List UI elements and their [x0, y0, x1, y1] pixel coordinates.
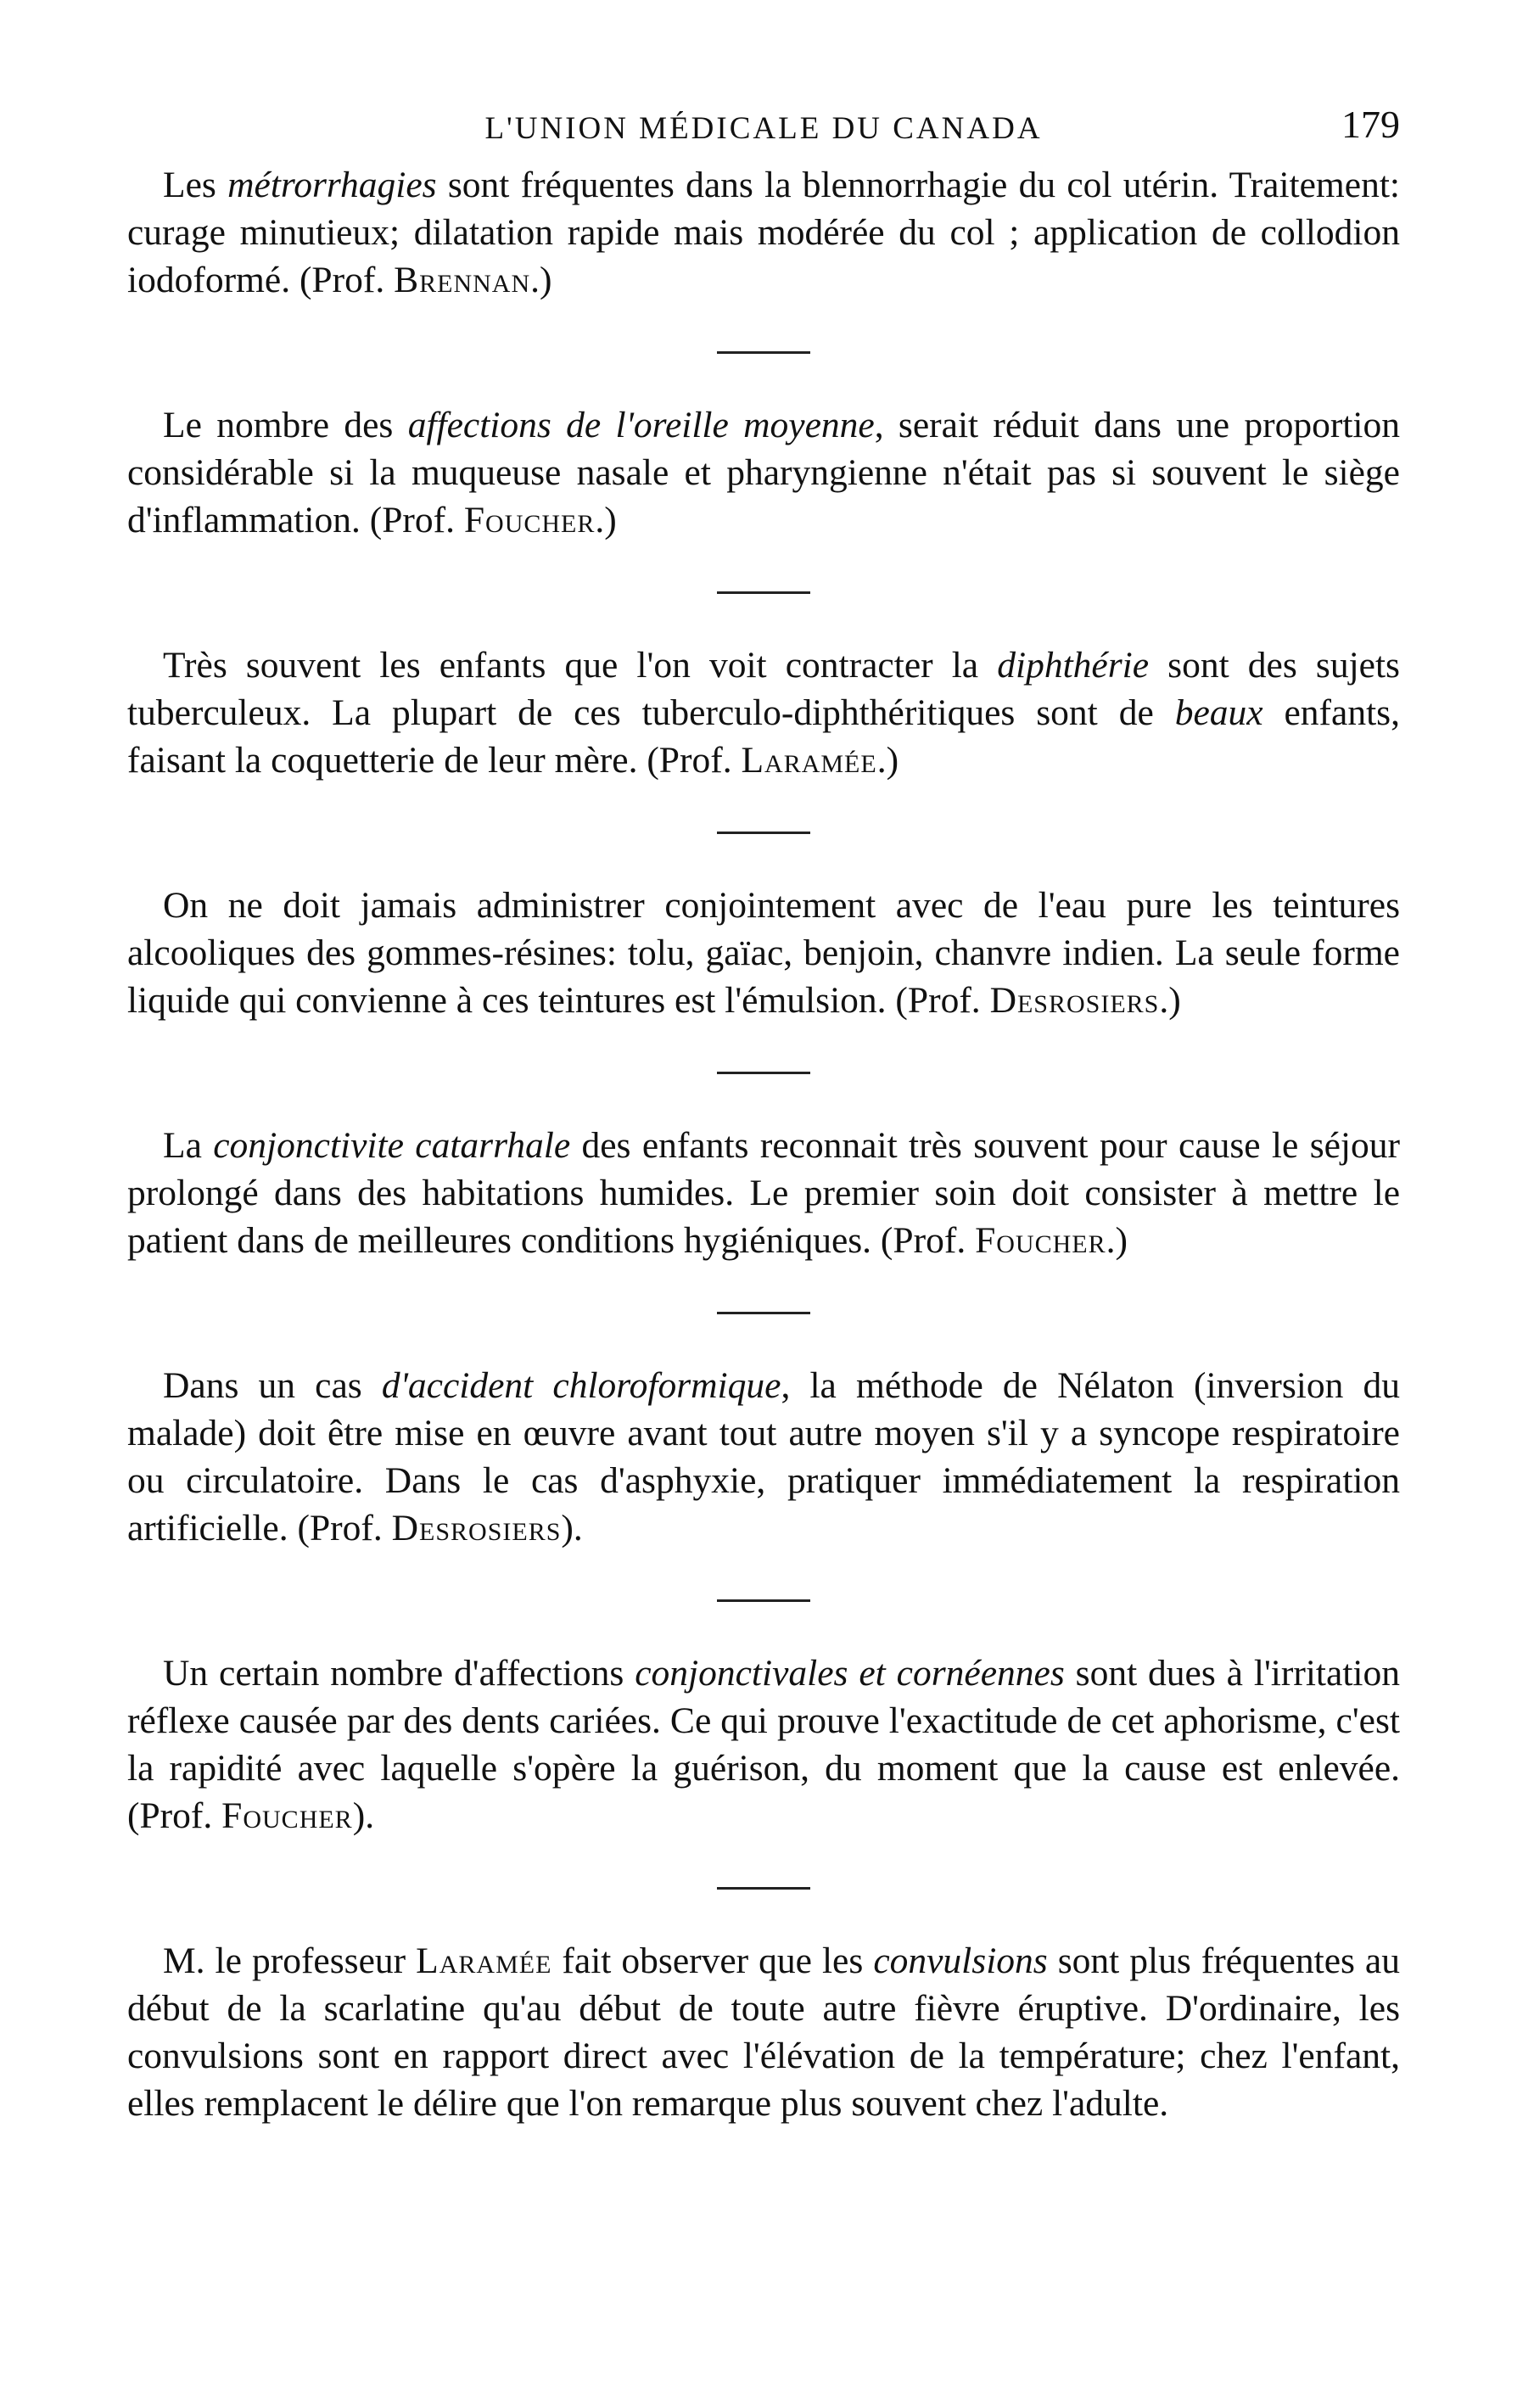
note-emphasis: métrorrhagies [227, 165, 437, 205]
note-text: .) [530, 260, 552, 300]
note-emphasis: beaux [1174, 692, 1263, 733]
note-text: fait observer que les [551, 1940, 874, 1981]
note-paragraph [127, 1122, 1400, 1264]
page-header [127, 93, 1400, 161]
note-emphasis: conjonctivales et cornéennes [635, 1653, 1065, 1694]
note-text: .) [876, 740, 899, 781]
note-paragraph [127, 161, 1400, 304]
note-text: enfants, faisant la coquetterie de leur mère. (Prof. [127, 692, 1400, 781]
note-author: Laramée [416, 1940, 552, 1981]
note-emphasis: diphthérie [997, 645, 1150, 686]
note-text: ). [352, 1795, 375, 1836]
note-emphasis: convulsions [873, 1940, 1048, 1981]
note-author: Desrosiers [391, 1508, 562, 1548]
note-text: sont dues à l'irritation réflexe causée par des dents cariées. Ce qui prouve l'exactitude de cet aphorisme, c'est la rapidité avec laquelle s'opère la guérison, du moment que la cause est enlevée. (Prof. [127, 1653, 1400, 1836]
note-text: .) [1159, 980, 1181, 1021]
section-divider [717, 1312, 810, 1314]
note-paragraph [127, 1362, 1400, 1552]
section-divider [717, 1887, 810, 1890]
note-paragraph [127, 882, 1400, 1024]
note-author: Foucher [221, 1795, 353, 1836]
note-text: Un certain nombre d'affections [163, 1653, 635, 1694]
note-paragraph [127, 1649, 1400, 1840]
note-text: On ne doit jamais administrer conjointement avec de l'eau pure les teintures alcooliques des gommes-résines: tolu, gaïac, benjoin, chanvre indien. La seule forme liquide qui convienne à ces teintures est l'émulsion. (Prof. [127, 885, 1400, 1021]
note-author: Brennan [394, 260, 531, 300]
note-paragraph [127, 641, 1400, 784]
section-divider [717, 351, 810, 354]
note-paragraph [127, 401, 1400, 544]
note-text: M. le professeur [163, 1940, 417, 1981]
note-text: sont fréquentes dans la blennorrhagie du col utérin. Traitement: curage minutieux; dilatation rapide mais modérée du col ; application de collodion iodoformé. (Prof. [127, 165, 1400, 300]
note-text: sont des sujets tuberculeux. La plupart de ces tuberculo-diphthéritiques sont de [127, 645, 1400, 733]
note-text: Les [163, 165, 228, 205]
note-author: Desrosiers [989, 980, 1160, 1021]
note-text: .) [1106, 1220, 1128, 1261]
section-divider [717, 832, 810, 834]
note-emphasis: d'accident chloroformique [381, 1365, 781, 1406]
note-text: Dans un cas [163, 1365, 382, 1406]
note-text: , la méthode de Nélaton (inversion du malade) doit être mise en œuvre avant tout autre moyen s'il y a syncope respiratoire ou circulatoire. Dans le cas d'asphyxie, pratiquer immédiatement la respiration artificielle. (Prof. [127, 1365, 1400, 1548]
note-emphasis: conjonctivite catarrhale [213, 1125, 571, 1166]
note-paragraph [127, 1937, 1400, 2127]
note-author: Foucher [463, 500, 596, 540]
note-text: Très souvent les enfants que l'on voit contracter la [163, 645, 998, 686]
section-divider [717, 591, 810, 594]
running-title: L'UNION MÉDICALE DU CANADA [484, 111, 1043, 146]
note-text: des enfants reconnait très souvent pour cause le séjour prolongé dans des habitations humides. Le premier soin doit consister à mettre le patient dans de meilleures conditions hygiéniques. (Prof. [127, 1125, 1400, 1261]
note-text: ). [561, 1508, 583, 1548]
note-text: Le nombre des [163, 405, 408, 445]
page-number: 179 [1341, 103, 1400, 146]
note-text: .) [595, 500, 617, 540]
section-divider [717, 1599, 810, 1602]
page [127, 93, 1400, 2127]
note-text: sont plus fréquentes au début de la scarlatine qu'au début de toute autre fièvre éruptive. D'ordinaire, les convulsions sont en rapport direct avec l'élévation de la température; chez l'enfant, elles remplacent le délire que l'on remarque plus souvent chez l'adulte. [127, 1940, 1400, 2124]
section-divider [717, 1072, 810, 1074]
note-text: La [163, 1125, 214, 1166]
article-body [127, 161, 1400, 2127]
note-emphasis: affections de l'oreille moyenne [407, 405, 875, 445]
note-author: Laramée [741, 740, 877, 781]
note-text: , serait réduit dans une proportion considérable si la muqueuse nasale et pharyngienne n'était pas si souvent le siège d'inflammation. (Prof. [127, 405, 1401, 540]
note-author: Foucher [975, 1220, 1106, 1261]
